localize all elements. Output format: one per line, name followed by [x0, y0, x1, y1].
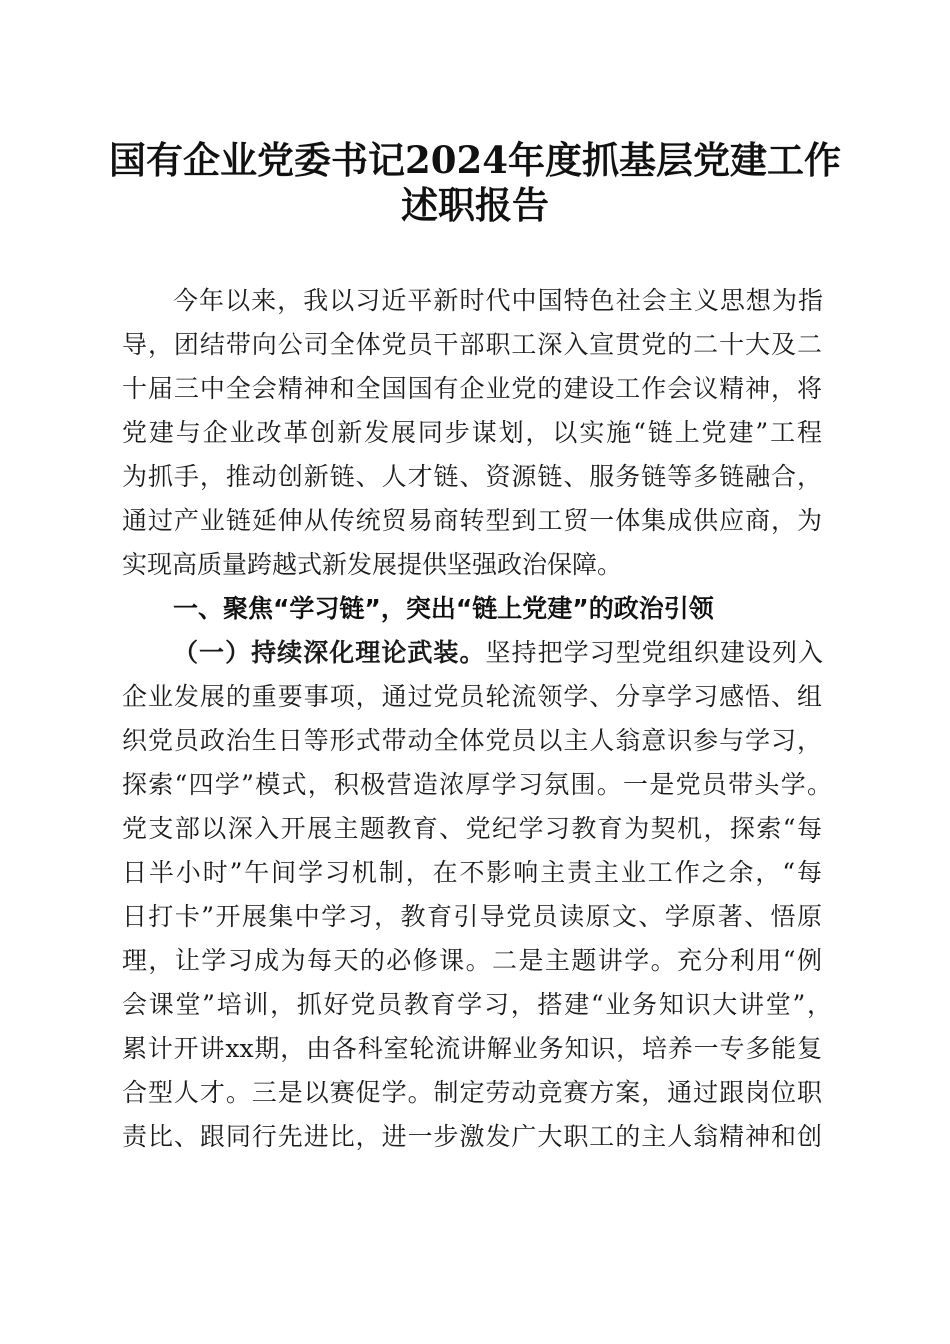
body-line: [122, 767, 832, 803]
body-line-text: 责比、跟同行先进比，进一步激发广大职工的主人翁精神和创: [122, 1122, 822, 1151]
intro-line-text: 今年以来，我以习近平新时代中国特色社会主义思想为指: [173, 286, 823, 315]
body-line-text: 日半小时”午间学习机制，在不影响主责主业工作之余，“每: [122, 858, 822, 887]
intro-line: [122, 371, 822, 407]
intro-line-text: 实现高质量跨越式新发展提供坚强政治保障。: [122, 550, 623, 579]
document-title-line-1: 国有企业党委书记2024年度抓基层党建工作: [109, 138, 841, 182]
intro-line-text: 导，团结带向公司全体党员干部职工深入宣贯党的二十大及二: [122, 330, 822, 359]
intro-line: [122, 327, 822, 363]
body-line: [122, 679, 822, 715]
intro-line: [122, 415, 822, 451]
body-line-text: 织党员政治生日等形式带动全体党员以主人翁意识参与学习，: [122, 726, 822, 755]
body-line: [122, 811, 822, 847]
subsection-first-line: [173, 635, 823, 671]
body-line-text: 日打卡”开展集中学习，教育引导党员读原文、学原著、悟原: [122, 902, 822, 931]
intro-line-text: 党建与企业改革创新发展同步谋划，以实施“链上党建”工程: [122, 418, 822, 447]
subsection-first-line-rest: 坚持把学习型党组织建设列入: [485, 638, 823, 667]
subsection-first-line-text: [173, 635, 823, 671]
body-line: [122, 1031, 822, 1067]
body-line: [122, 987, 832, 1023]
body-line: [122, 855, 822, 891]
body-line-text: 探索“四学”模式，积极营造浓厚学习氛围。一是党员带头学。: [122, 770, 832, 799]
body-line: [122, 899, 822, 935]
intro-line: [122, 459, 822, 495]
intro-line-text: 十届三中全会精神和全国国有企业党的建设工作会议精神，将: [122, 374, 822, 403]
body-line-text: 企业发展的重要事项，通过党员轮流领学、分享学习感悟、组: [122, 682, 822, 711]
body-line-text: 理，让学习成为每天的必修课。二是主题讲学。充分利用“例: [122, 946, 822, 975]
intro-line: [122, 547, 822, 583]
body-line-text: 党支部以深入开展主题教育、党纪学习教育为契机，探索“每: [122, 814, 822, 843]
section-heading: 一、聚焦“学习链”，突出“链上党建”的政治引领: [173, 594, 714, 623]
intro-line-text: 为抓手，推动创新链、人才链、资源链、服务链等多链融合，: [122, 462, 822, 491]
intro-line-text: 通过产业链延伸从传统贸易商转型到工贸一体集成供应商，为: [122, 506, 822, 535]
body-line: [122, 943, 822, 979]
document-title-line-2: 述职报告: [401, 183, 549, 227]
intro-line: [173, 283, 823, 319]
body-line: [122, 1119, 822, 1155]
subsection-title: （一）持续深化理论武装。: [173, 638, 486, 667]
body-line: [122, 723, 822, 759]
body-line-text: 会课堂”培训，抓好党员教育学习，搭建“业务知识大讲堂”，: [122, 990, 832, 1019]
body-line: [122, 1075, 822, 1111]
intro-line: [122, 503, 822, 539]
body-line-text: 累计开讲xx期，由各科室轮流讲解业务知识，培养一专多能复: [122, 1034, 822, 1063]
body-line-text: 合型人才。三是以赛促学。制定劳动竞赛方案，通过跟岗位职: [122, 1078, 822, 1107]
